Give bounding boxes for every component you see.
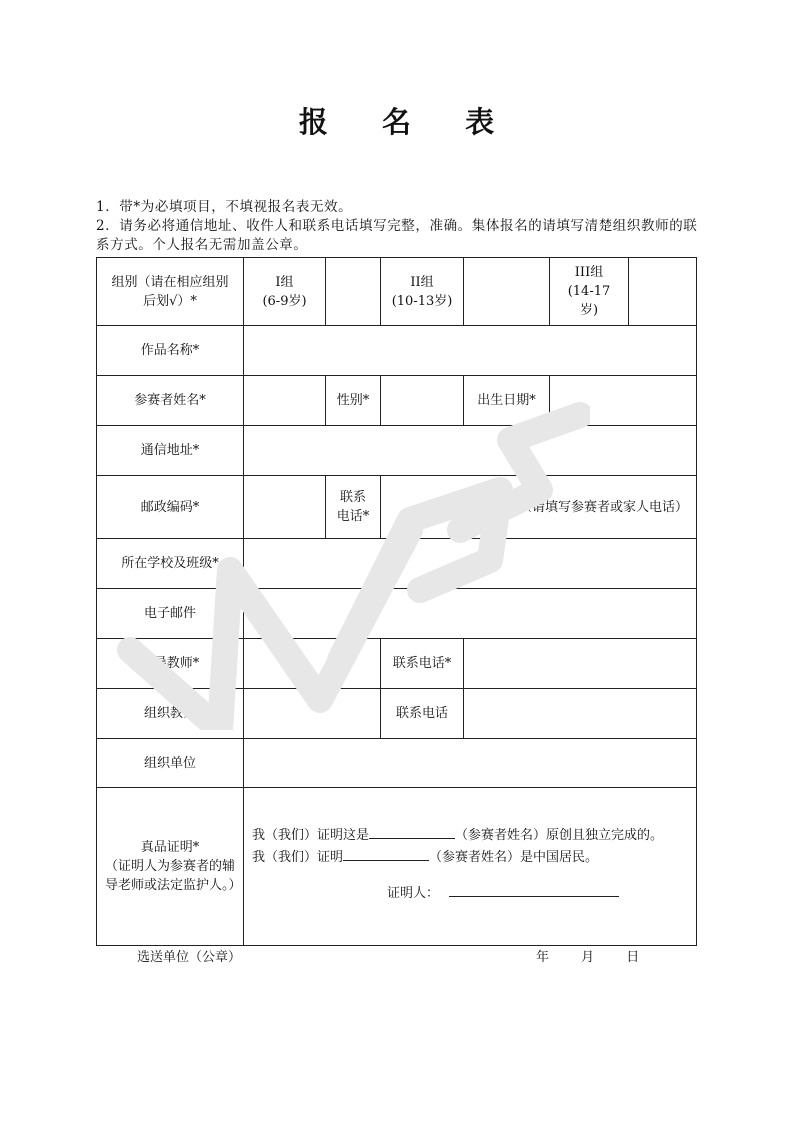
postcode-row [97,476,697,539]
witness-line: 证明人： [252,882,688,903]
instruction-2: 2．请务必将通信地址、收件人和联系电话填写完整，准确。集体报名的请填写清楚组织教师的联系方式。个人报名无需加盖公章。 [96,218,698,253]
contact-phone-field[interactable] [381,476,697,539]
group-label: 组别（请在相应组别后划√）* [97,258,244,326]
postcode-field[interactable] [244,476,326,539]
group-1-check-cell[interactable] [326,258,381,326]
certification-row [97,788,697,946]
birth-date-label: 出生日期* [464,376,550,426]
group-2-check-cell[interactable] [464,258,550,326]
group-3-label: III组 (14-17 岁) [550,258,629,326]
participant-name-field[interactable] [244,376,326,426]
certification-label: 真品证明* （证明人为参赛者的辅导老师或法定监护人。） [97,788,244,946]
address-row [97,426,697,476]
date-label: 年 月 日 [536,950,640,965]
org-teacher-phone-label: 联系电话 [381,689,464,739]
org-teacher-field[interactable] [244,689,381,739]
cert-name-blank-1[interactable] [369,824,455,839]
group-row [97,258,697,326]
tutor-label: 辅导教师* [97,639,244,689]
tutor-field[interactable] [244,639,381,689]
school-row [97,539,697,589]
gender-field[interactable] [381,376,464,426]
phone-hint: （请填写参赛者或家人电话） [518,499,688,515]
email-label: 电子邮件 [97,589,244,639]
school-class-field[interactable] [244,539,697,589]
participant-row [97,376,697,426]
work-name-field[interactable] [244,326,697,376]
cert-line-1: 我（我们）证明这是 （参赛者姓名）原创且独立完成的。 [252,824,688,846]
participant-name-label: 参赛者姓名* [97,376,244,426]
birth-date-field[interactable] [550,376,697,426]
group-1-label: I组 (6-9岁) [244,258,326,326]
email-field[interactable] [244,589,697,639]
group-3-check-cell[interactable] [629,258,697,326]
tutor-row [97,639,697,689]
work-name-label: 作品名称* [97,326,244,376]
work-name-row [97,326,697,376]
org-unit-row [97,739,697,788]
instruction-1: 1．带*为必填项目，不填视报名表无效。 [96,199,353,215]
org-teacher-phone-field[interactable] [464,689,697,739]
witness-signature-blank[interactable] [449,882,619,897]
contact-phone-label: 联系 电话* [326,476,381,539]
cert-line-2: 我（我们）证明 （参赛者姓名）是中国居民。 [252,846,688,868]
tutor-phone-label: 联系电话* [381,639,464,689]
postcode-label: 邮政编码* [97,476,244,539]
group-2-label: II组 (10-13岁) [381,258,464,326]
org-unit-label: 组织单位 [97,739,244,788]
cert-name-blank-2[interactable] [343,846,429,861]
tutor-phone-field[interactable] [464,639,697,689]
submitting-unit-label: 选送单位（公章） [137,950,242,965]
org-unit-field[interactable] [244,739,697,788]
school-class-label: 所在学校及班级* [97,539,244,589]
org-teacher-label: 组织教师 [97,689,244,739]
registration-form-table [96,257,697,946]
org-teacher-row [97,689,697,739]
gender-label: 性别* [326,376,381,426]
address-label: 通信地址* [97,426,244,476]
email-row [97,589,697,639]
instructions [96,198,706,255]
form-title: 报 名 表 [298,105,517,139]
certification-statement [244,788,697,946]
address-field[interactable] [244,426,697,476]
